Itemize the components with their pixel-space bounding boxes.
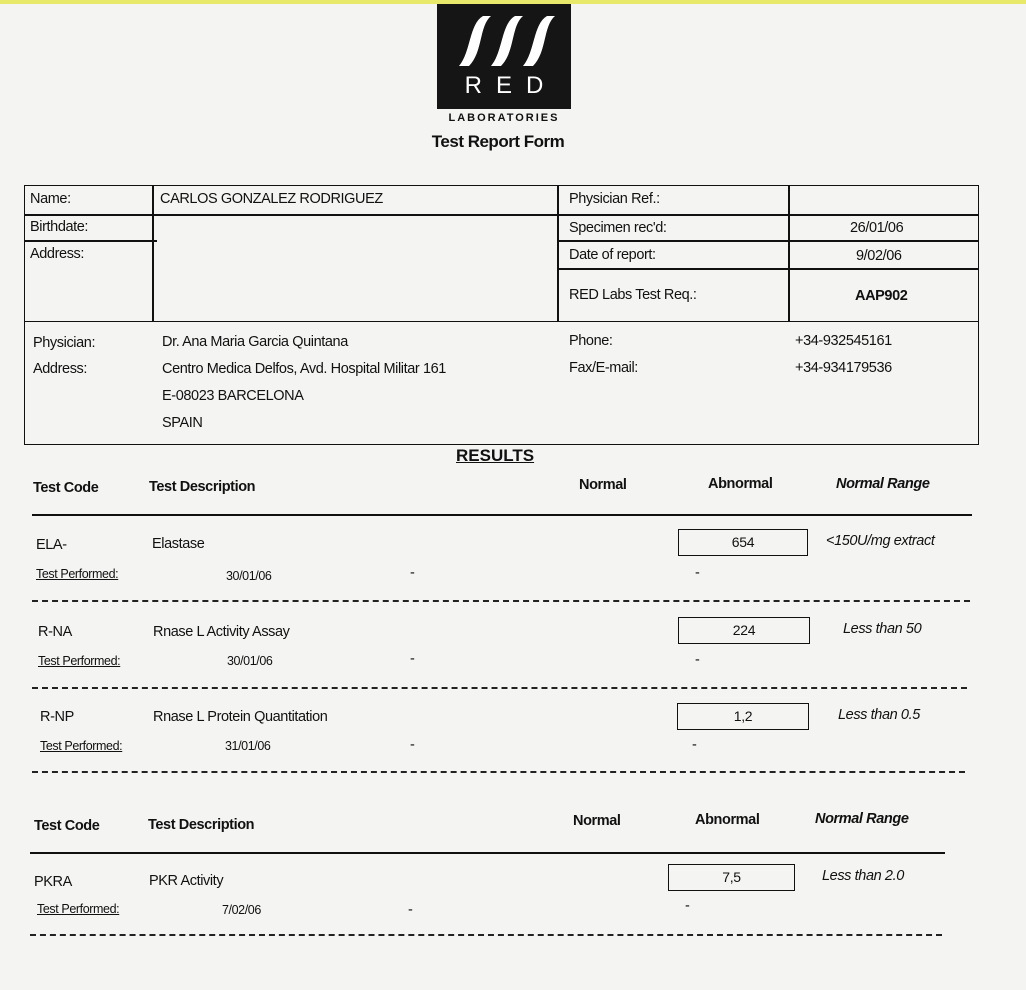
row-performed-date: 31/01/06 <box>225 739 271 753</box>
header-normal-range: Normal Range <box>836 476 930 492</box>
header-test-description: Test Description <box>149 479 256 495</box>
physician-address-line: Centro Medica Delfos, Avd. Hospital Militar 161 <box>162 361 446 377</box>
row-test-description: Elastase <box>152 536 205 552</box>
row-abnormal-value: 7,5 <box>668 864 795 891</box>
table-divider <box>557 268 979 270</box>
abnormal-dash: - <box>695 652 700 668</box>
header-abnormal: Abnormal <box>708 476 773 492</box>
report-date-value: 9/02/06 <box>856 248 902 264</box>
row-test-description: Rnase L Activity Assay <box>153 624 290 640</box>
row-test-description: Rnase L Protein Quantitation <box>153 709 328 725</box>
header-normal: Normal <box>573 813 621 829</box>
table-divider <box>24 214 979 216</box>
row-test-code: ELA- <box>36 537 67 553</box>
physician-ref-label: Physician Ref.: <box>569 191 660 207</box>
normal-dash: - <box>410 651 415 667</box>
fax-label: Fax/E-mail: <box>569 360 638 376</box>
logo-wordmark: RED <box>464 72 558 99</box>
table-divider <box>788 185 790 322</box>
row-test-description: PKR Activity <box>149 873 224 889</box>
row-separator <box>30 934 942 936</box>
report-date-label: Date of report: <box>569 247 656 263</box>
results-heading: RESULTS <box>456 446 535 465</box>
header-test-code: Test Code <box>34 818 100 834</box>
row-test-code: R-NA <box>38 624 72 640</box>
row-separator <box>32 600 970 602</box>
row-abnormal-value: 224 <box>678 617 810 644</box>
abnormal-dash: - <box>692 737 697 753</box>
row-test-code: PKRA <box>34 874 72 890</box>
birthdate-label: Birthdate: <box>30 219 89 235</box>
header-abnormal: Abnormal <box>695 812 760 828</box>
row-abnormal-value: 1,2 <box>677 703 809 730</box>
physician-address-line: SPAIN <box>162 415 203 431</box>
logo-stripes-icon <box>455 12 555 68</box>
row-separator <box>32 687 967 689</box>
phone-label: Phone: <box>569 333 613 349</box>
physician-label: Physician: <box>33 335 96 351</box>
row-normal-range: Less than 0.5 <box>838 707 920 723</box>
fax-value: +34-934179536 <box>795 360 892 376</box>
test-performed-label: Test Performed: <box>36 567 119 581</box>
address-label: Address: <box>30 246 85 262</box>
table-divider <box>152 185 154 322</box>
test-req-label: RED Labs Test Req.: <box>569 287 697 303</box>
row-performed-date: 30/01/06 <box>226 569 272 583</box>
physician-address-line: E-08023 BARCELONA <box>162 388 304 404</box>
row-separator <box>32 771 965 773</box>
test-req-value: AAP902 <box>855 288 908 304</box>
header-test-code: Test Code <box>33 480 99 496</box>
specimen-label: Specimen rec'd: <box>569 220 667 236</box>
red-labs-logo <box>437 4 571 109</box>
header-normal: Normal <box>579 477 627 493</box>
row-normal-range: Less than 50 <box>843 621 922 637</box>
row-normal-range: Less than 2.0 <box>822 868 904 884</box>
specimen-value: 26/01/06 <box>850 220 904 236</box>
header-test-description: Test Description <box>148 817 255 833</box>
header-normal-range: Normal Range <box>815 811 909 827</box>
test-performed-label: Test Performed: <box>38 654 121 668</box>
name-value: CARLOS GONZALEZ RODRIGUEZ <box>160 191 383 207</box>
normal-dash: - <box>410 565 415 581</box>
normal-dash: - <box>410 737 415 753</box>
table-divider <box>24 240 157 242</box>
test-performed-label: Test Performed: <box>37 902 120 916</box>
abnormal-dash: - <box>685 898 690 914</box>
header-underline <box>32 514 972 516</box>
physician-value: Dr. Ana Maria Garcia Quintana <box>162 334 348 350</box>
name-label: Name: <box>30 191 71 207</box>
page-title: Test Report Form <box>431 132 565 151</box>
physician-address-label: Address: <box>33 361 88 377</box>
row-abnormal-value: 654 <box>678 529 808 556</box>
row-performed-date: 7/02/06 <box>222 903 261 917</box>
table-divider <box>557 185 559 322</box>
phone-value: +34-932545161 <box>795 333 892 349</box>
row-test-code: R-NP <box>40 709 74 725</box>
row-performed-date: 30/01/06 <box>227 654 273 668</box>
table-divider <box>557 240 979 242</box>
normal-dash: - <box>408 902 413 918</box>
header-underline <box>30 852 945 854</box>
row-normal-range: <150U/mg extract <box>826 533 935 549</box>
test-performed-label: Test Performed: <box>40 739 123 753</box>
logo-subtitle: LABORATORIES <box>448 112 560 124</box>
abnormal-dash: - <box>695 565 700 581</box>
